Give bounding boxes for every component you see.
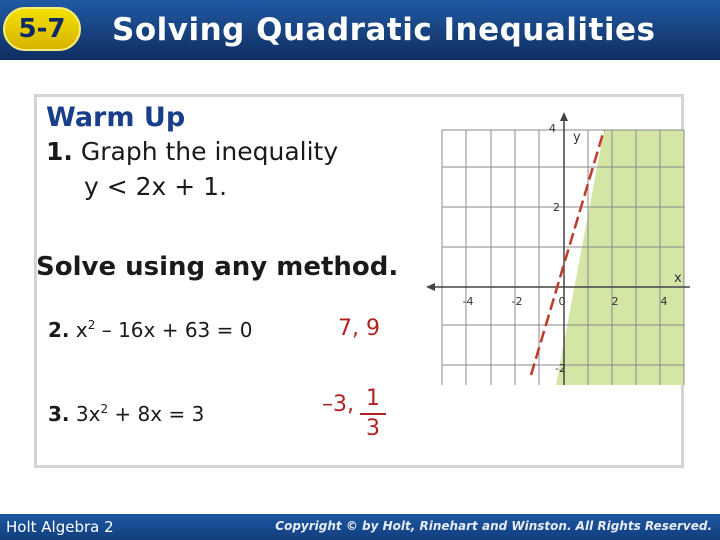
answer-2: 7, 9 [338,316,380,341]
question-1-text: Graph the inequality [72,137,339,166]
lesson-badge: 5-7 [3,7,81,51]
lesson-title: Solving Quadratic Inequalities [112,12,656,48]
shaded-region [556,130,684,385]
footer-course: Holt Algebra 2 [6,518,114,536]
footer-bar [0,514,720,540]
y-tick-label: -2 [555,362,566,375]
question-2-rest: – 16x + 63 = 0 [95,318,253,342]
question-2 [48,318,252,342]
question-3-rest: + 8x = 3 [108,402,205,426]
x-tick-label: -2 [511,295,523,308]
question-3-number: 3. [48,402,70,426]
warmup-heading: Warm Up [46,102,186,133]
question-1 [46,137,338,166]
y-axis-label: y [573,130,581,145]
solve-heading: Solve using any method. [36,252,399,282]
answer-3-fraction [360,386,386,442]
x-tick-label: 0 [558,295,566,308]
question-1-number: 1. [46,137,73,166]
question-1-inequality: y < 2x + 1. [84,172,228,201]
footer-copyright: Copyright © by Holt, Rinehart and Winston. All Rights Reserved. [275,519,712,533]
answer-3-denominator: 3 [366,416,380,441]
question-2-exponent: 2 [87,318,96,332]
title-bar [0,0,720,60]
question-2-number: 2. [48,318,70,342]
answer-3-lead: –3, [322,392,354,417]
x-tick-label: 2 [611,295,619,308]
x-tick-label: -4 [462,295,474,308]
x-tick-label: 4 [660,295,668,308]
question-3 [48,402,204,426]
y-axis-arrow [560,112,568,121]
y-tick-label: 4 [549,122,556,135]
x-axis-label: x [674,271,682,286]
y-tick-label: 2 [553,201,560,214]
fraction-bar [360,413,386,415]
answer-3-numerator: 1 [366,386,380,411]
x-axis-arrow [426,283,435,291]
inequality-graph [426,110,696,390]
question-3-coef: 3x [69,402,101,426]
question-3-exponent: 2 [100,402,109,416]
question-2-base: x [69,318,88,342]
